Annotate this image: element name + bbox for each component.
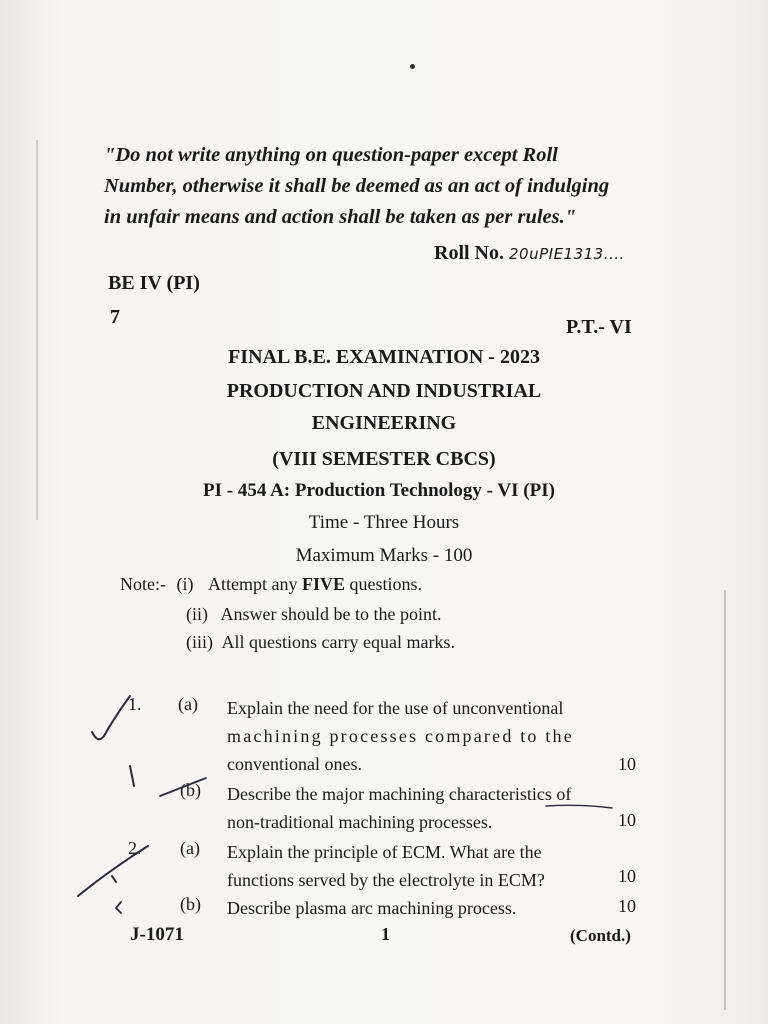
note-item-2 [186,604,441,625]
question-line: machining processes compared to the [227,726,574,746]
paper-number: 7 [110,306,120,328]
question-1a-text [227,694,639,778]
question-line: Describe plasma arc machining process. [227,898,517,918]
roll-label: Roll No. [434,242,504,264]
note-text: Answer should be to the point. [220,604,442,624]
question-line: Describe the major machining characteristics of [227,784,572,804]
question-2b-text [227,894,639,922]
paper-code: J-1071 [130,924,184,945]
note-emphasis: FIVE [301,574,345,594]
branch-title-line-2: ENGINEERING [311,412,457,434]
note-label: Note:- [120,574,166,594]
question-number: 2. [128,838,142,858]
note-mark: (iii) [186,632,213,652]
course-code: BE IV (PI) [108,272,200,294]
note-text: Attempt any FIVE questions. [207,574,422,594]
page-right-edge-shadow [724,590,726,1010]
note-item-3 [186,632,455,653]
question-line: functions served by the electrolyte in ECM? [227,870,545,890]
question-line: Explain the principle of ECM. What are the [227,842,542,862]
part-label: (a) [178,694,198,714]
semester-title: (VIII SEMESTER CBCS) [272,448,496,470]
page-number: 1 [381,924,390,944]
question-line: conventional ones. [227,754,362,774]
exam-time: Time - Three Hours [308,512,460,533]
part-label: (a) [180,838,200,858]
note-mark: (i) [176,574,194,594]
roll-number [434,242,625,265]
roll-handwritten-value: 20uPIE1313.... [509,245,625,263]
instruction-line-2: Number, otherwise it shall be deemed as an act of indulging [104,175,610,197]
question-line: Explain the need for the use of unconventional [227,698,564,718]
branch-title-line-1: PRODUCTION AND INDUSTRIAL [226,380,542,402]
marks-value: 10 [618,754,636,774]
marks-value: 10 [618,896,636,916]
part-label: (b) [180,894,201,914]
tick-mark-icon [112,876,116,882]
question-1b-text [227,780,639,836]
pt-label: P.T.- VI [566,316,632,338]
note-item-1 [120,574,422,595]
question-line: non-traditional machining processes. [227,812,493,832]
instruction-line-1: "Do not write anything on question-paper except Roll [104,144,558,166]
note-mark: (ii) [186,604,208,624]
max-marks: Maximum Marks - 100 [295,545,473,566]
instruction-line-3: in unfair means and action shall be taken as per rules." [104,206,577,228]
chevron-mark-icon [116,902,121,913]
tick-mark-icon [130,766,134,786]
subject-title: PI - 454 A: Production Technology - VI (PI) [203,480,555,501]
marks-value: 10 [618,866,636,886]
marks-value: 10 [618,810,636,830]
instruction-warning [104,140,664,233]
part-label: (b) [180,780,201,800]
tick-mark-icon [92,696,130,739]
exam-title: FINAL B.E. EXAMINATION - 2023 [228,346,540,368]
continued-label: (Contd.) [570,926,631,945]
ink-dot [410,64,415,69]
question-2a-text [227,838,639,894]
question-number: 1. [128,694,142,714]
note-text: All questions carry equal marks. [221,632,455,652]
